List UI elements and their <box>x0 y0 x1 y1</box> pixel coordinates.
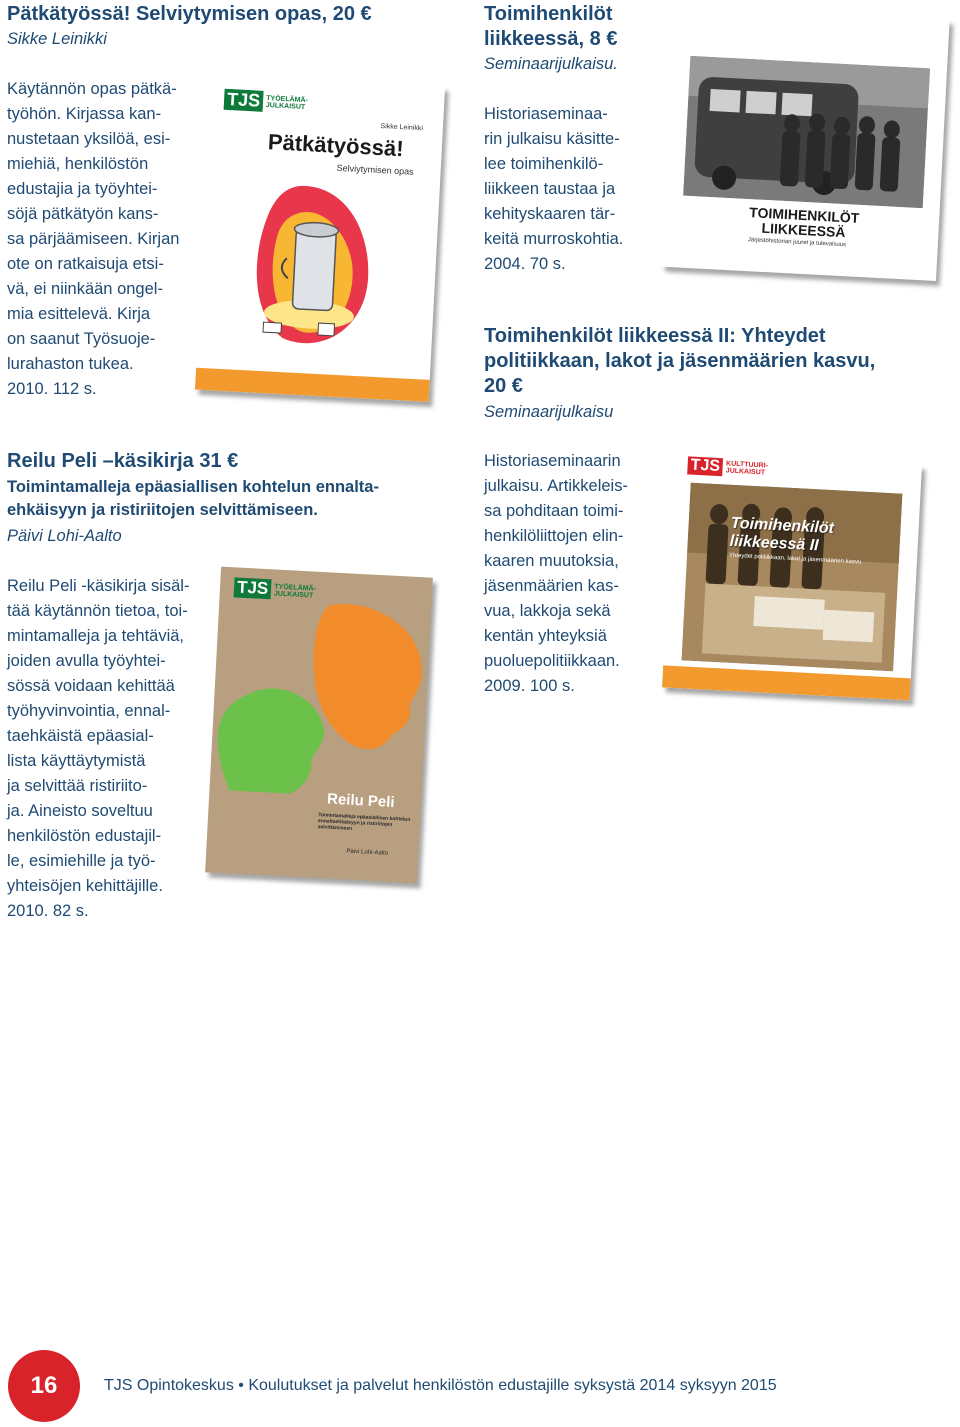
book3-cover-image <box>661 5 949 281</box>
tjs-logo-subtitle: KULTTUURI- JULKAISUT <box>725 460 769 477</box>
tjs-logo <box>224 89 309 114</box>
cover-title: Toimihenkilöt liikkeessä II <box>729 514 835 555</box>
book1-title: Pätkätyössä! Selviytymisen opas, 20 € <box>7 3 372 25</box>
cover-orange-band <box>195 368 430 402</box>
cover-subtitle: Yhteydet politiikkaan, lakot ja jäsenmäärien kasvu <box>728 552 862 566</box>
book4-cover-image <box>662 452 922 701</box>
cover-title: Reilu Peli <box>326 790 396 812</box>
cover-author: Päivi Lohi-Aalto <box>346 848 389 857</box>
cover-author: Sikke Leinikki <box>380 123 424 133</box>
cover-subtitle: Järjestöhistorian juuret ja tulevaisuus <box>747 237 847 249</box>
footer-text: TJS Opintokeskus • Koulutukset ja palvelut henkilöstön edustajille syksystä 2014 syksyyn 2015 <box>104 1377 777 1394</box>
tjs-logo-subtitle: TYÖELÄMÄ- JULKAISUT <box>273 582 317 600</box>
tjs-logo-subtitle: TYÖELÄMÄ- JULKAISUT <box>265 95 308 112</box>
cover-subtitle: Selviytymisen opas <box>336 162 414 177</box>
book1-author: Sikke Leinikki <box>7 30 107 48</box>
book2-author: Päivi Lohi-Aalto <box>7 527 122 545</box>
tjs-logo <box>687 456 768 478</box>
book2-cover-image <box>205 567 433 884</box>
book3-series: Seminaarijulkaisu. <box>484 55 618 73</box>
cover-illustration <box>209 595 431 806</box>
tjs-logo-mark: TJS <box>234 577 272 599</box>
cover-photo <box>683 56 930 208</box>
book2-title: Reilu Peli –käsikirja 31 € <box>7 450 239 472</box>
cover-title: Pätkätyössä! <box>267 129 405 162</box>
book2-description: Reilu Peli -käsikirja sisäl- tää käytännön tietoa, toi- mintamalleja ja tehtäviä, joiden avulla työyhtei- sössä voidaan kehittää työhyvinvointia, ennal- taehkäistä epäasial- lista käyttäytymistä ja selvittää ristiriito- ja. Aineisto soveltuu henkilöstön edustajil- le, esimiehille ja työ- yhteisöjen kehittäjille. 2010. 82 s. <box>7 577 190 920</box>
cover-tagline: Toimintamalleja epäasiallisen kohtelun ennaltaehkäisyyn ja ristiriitojen selvittämiseen <box>317 812 411 832</box>
tjs-logo-mark: TJS <box>224 89 264 112</box>
page-number-badge: 16 <box>8 1350 80 1422</box>
cover-orange-band <box>662 665 911 700</box>
cover-photo <box>681 483 902 672</box>
book3-description: Historiaseminaa- rin julkaisu käsitte- lee toimihenkilö- liikkeen taustaa ja kehityskaaren tär- keitä murroskohtia. 2004. 70 s. <box>484 105 624 273</box>
book3-title: Toimihenkilöt liikkeessä, 8 € <box>484 3 618 50</box>
tjs-logo-mark: TJS <box>687 456 723 476</box>
book4-series: Seminaarijulkaisu <box>484 403 614 421</box>
book1-cover-image <box>195 74 445 402</box>
book1-description: Käytännön opas pätkä- työhön. Kirjassa kan- nustetaan yksilöä, esi- miehiä, henkilöstön edustajia ja työyhtei- söjä pätkätyön kans- sa pärjäämiseen. Kirjan ote on ratkaisuja etsi- vä, ei niinkään ongel- mia esittelevä. Kirja on saanut Työsuoje- lurahaston tukea. 2010. 112 s. <box>7 80 180 398</box>
book2-subtitle: Toimintamalleja epäasiallisen kohtelun ennalta- ehkäisyyn ja ristiriitojen selvittämiseen. <box>7 478 379 519</box>
book4-description: Historiaseminaarin julkaisu. Artikkeleis- sa pohditaan toimi- henkilöliittojen elin- kaaren muutoksia, jäsenmäärien kas- vua, lakkoja sekä kentän yhteyksiä puoluepolitiikkaan. 2009. 100 s. <box>484 452 628 695</box>
cover-title: TOIMIHENKILÖT LIIKKEESSÄ <box>748 204 860 241</box>
book4-title: Toimihenkilöt liikkeessä II: Yhteydet politiikkaan, lakot ja jäsenmäärien kasvu, 20 € <box>484 325 876 397</box>
cover-illustration <box>242 171 381 353</box>
